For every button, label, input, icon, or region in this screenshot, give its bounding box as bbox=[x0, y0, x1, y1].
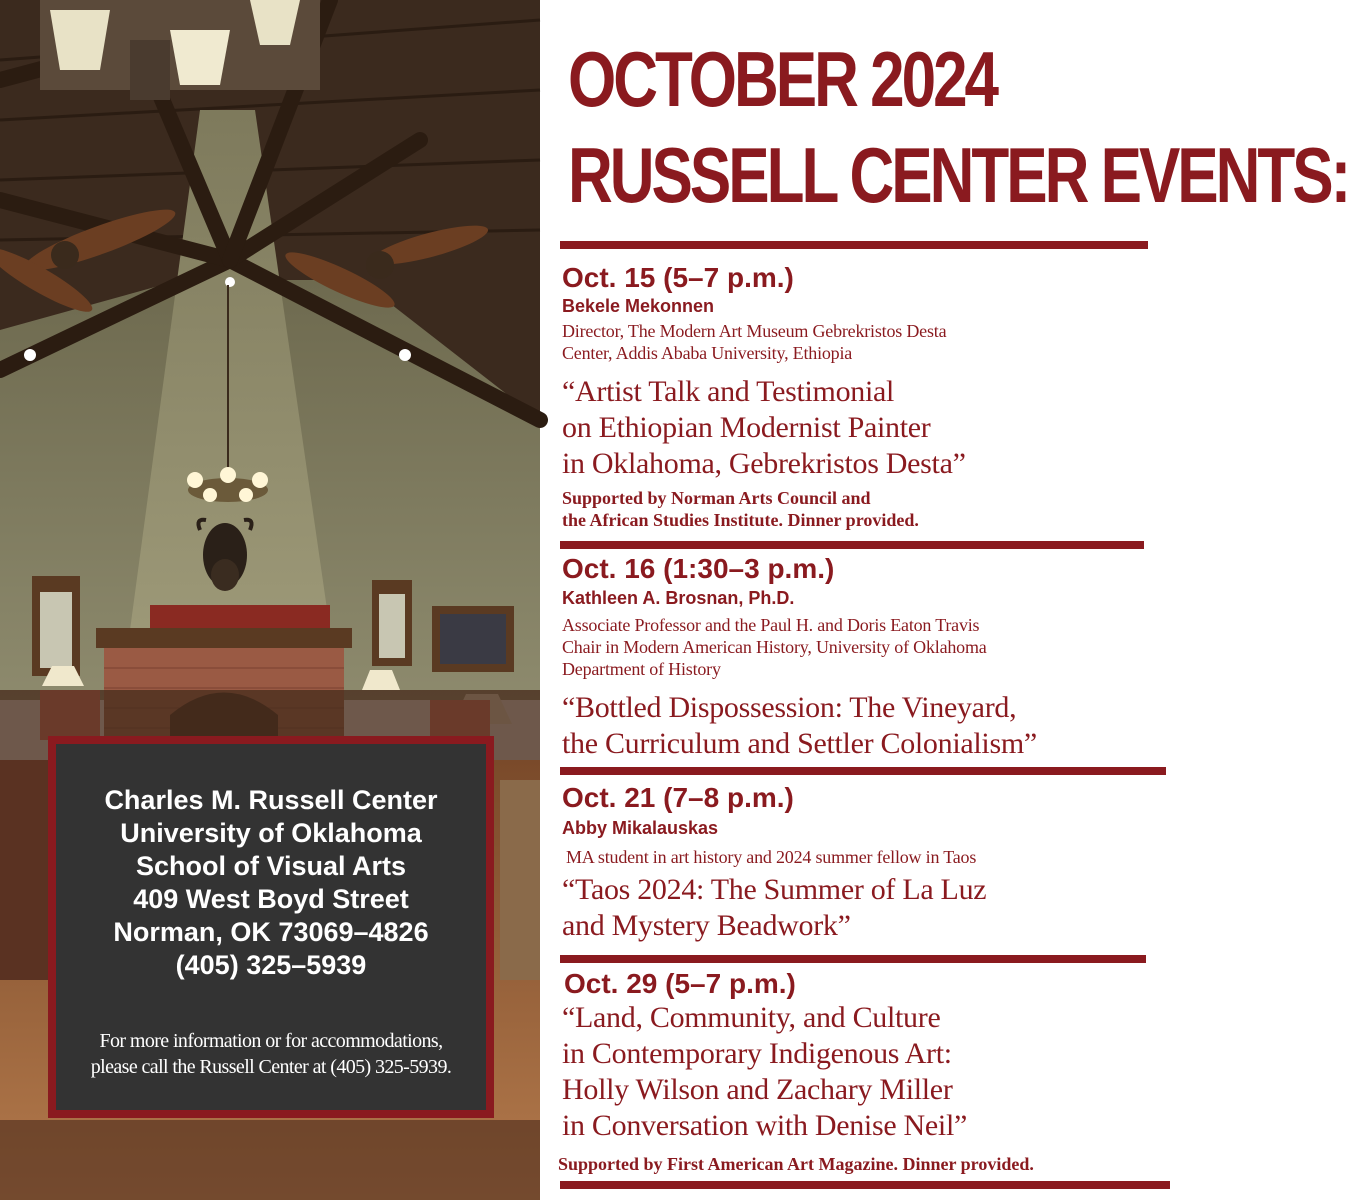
phone-number: (405) 325–5939 bbox=[175, 950, 367, 980]
events-column bbox=[540, 0, 1348, 1200]
address-block bbox=[56, 744, 486, 982]
talk-line: Holly Wilson and Zachary Miller bbox=[562, 1073, 953, 1106]
talk-line: in Contemporary Indigenous Art: bbox=[562, 1037, 952, 1070]
street-address: 409 West Boyd Street bbox=[133, 884, 409, 914]
description-line: Director, The Modern Art Museum Gebrekristos Desta bbox=[562, 321, 947, 341]
event-talk-title bbox=[562, 1000, 967, 1144]
headline-month: OCTOBER 2024 bbox=[568, 37, 997, 124]
talk-line: “Land, Community, and Culture bbox=[562, 1001, 941, 1034]
talk-line: and Mystery Beadwork” bbox=[562, 909, 851, 942]
headline-title: RUSSELL CENTER EVENTS: bbox=[568, 133, 1348, 220]
city-state-zip: Norman, OK 73069–4826 bbox=[113, 917, 429, 947]
talk-line: in Conversation with Denise Neil” bbox=[562, 1109, 968, 1142]
description-line: MA student in art history and 2024 summer fellow in Taos bbox=[566, 847, 977, 867]
event-talk-title bbox=[562, 374, 966, 482]
note-line: For more information or for accommodations, bbox=[99, 1030, 443, 1052]
event-talk-title bbox=[562, 690, 1037, 762]
event-speaker: Abby Mikalauskas bbox=[562, 818, 719, 838]
event-description bbox=[566, 846, 976, 868]
accommodations-note bbox=[56, 1028, 486, 1080]
contact-info-box bbox=[48, 736, 494, 1118]
divider bbox=[560, 541, 1144, 549]
support-line: Supported by First American Art Magazine. Dinner provided. bbox=[558, 1154, 1034, 1174]
lantern-chandelier bbox=[40, 0, 320, 100]
divider bbox=[560, 1181, 1170, 1189]
support-line: the African Studies Institute. Dinner provided. bbox=[562, 510, 919, 530]
divider bbox=[560, 241, 1148, 249]
description-line: Department of History bbox=[562, 659, 721, 679]
talk-line: in Oklahoma, Gebrekristos Desta” bbox=[562, 447, 966, 480]
divider bbox=[560, 955, 1146, 963]
event-date: Oct. 29 (5–7 p.m.) bbox=[564, 968, 796, 999]
support-line: Supported by Norman Arts Council and bbox=[562, 488, 871, 508]
event-date: Oct. 21 (7–8 p.m.) bbox=[562, 782, 794, 813]
event-description bbox=[562, 320, 946, 364]
event-date: Oct. 15 (5–7 p.m.) bbox=[562, 262, 794, 293]
talk-line: “Artist Talk and Testimonial bbox=[562, 375, 895, 408]
note-line: please call the Russell Center at (405) 325-5939. bbox=[90, 1056, 452, 1078]
description-line: Chair in Modern American History, University of Oklahoma bbox=[562, 637, 987, 657]
talk-line: on Ethiopian Modernist Painter bbox=[562, 411, 931, 444]
talk-line: “Bottled Dispossession: The Vineyard, bbox=[562, 691, 1017, 724]
university-name: University of Oklahoma bbox=[120, 818, 422, 848]
talk-line: the Curriculum and Settler Colonialism” bbox=[562, 727, 1037, 760]
event-speaker: Bekele Mekonnen bbox=[562, 296, 715, 316]
center-name: Charles M. Russell Center bbox=[104, 785, 438, 815]
event-date: Oct. 16 (1:30–3 p.m.) bbox=[562, 553, 835, 584]
event-talk-title bbox=[562, 872, 986, 944]
event-speaker: Kathleen A. Brosnan, Ph.D. bbox=[562, 588, 795, 608]
talk-line: “Taos 2024: The Summer of La Luz bbox=[562, 873, 987, 906]
event-support bbox=[562, 487, 919, 531]
books bbox=[150, 605, 330, 631]
divider bbox=[560, 767, 1166, 775]
armchair bbox=[40, 690, 100, 740]
description-line: Center, Addis Ababa University, Ethiopia bbox=[562, 343, 853, 363]
school-name: School of Visual Arts bbox=[135, 851, 407, 881]
event-support bbox=[558, 1153, 1034, 1175]
description-line: Associate Professor and the Paul H. and Doris Eaton Travis bbox=[562, 615, 980, 635]
mantel bbox=[96, 628, 352, 648]
event-description bbox=[562, 614, 987, 680]
